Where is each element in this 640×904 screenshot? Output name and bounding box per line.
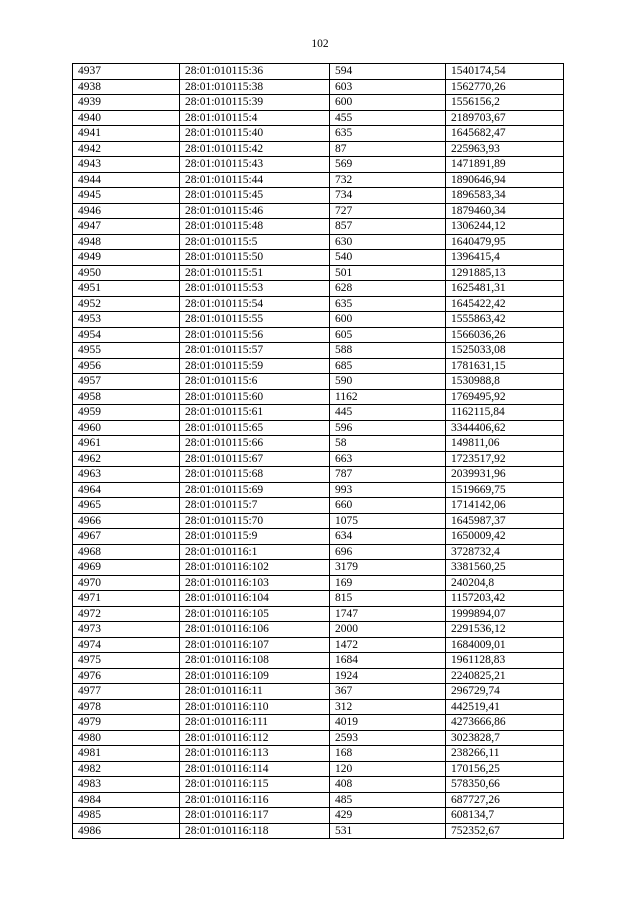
area-cell: 2000 — [330, 622, 446, 638]
table-row — [73, 606, 564, 622]
table-row — [73, 544, 564, 560]
row-index-cell: 4940 — [73, 110, 180, 126]
cadastral-number-cell: 28:01:010116:116 — [180, 792, 330, 808]
cadastral-number-cell: 28:01:010115:66 — [180, 436, 330, 452]
cadastral-value-cell: 1961128,83 — [446, 653, 564, 669]
cadastral-value-cell: 1650009,42 — [446, 529, 564, 545]
cadastral-number-cell: 28:01:010115:55 — [180, 312, 330, 328]
cadastral-number-cell: 28:01:010116:102 — [180, 560, 330, 576]
cadastral-number-cell: 28:01:010115:65 — [180, 420, 330, 436]
table-row — [73, 420, 564, 436]
table-row — [73, 653, 564, 669]
area-cell: 635 — [330, 126, 446, 142]
row-index-cell: 4955 — [73, 343, 180, 359]
table-row — [73, 234, 564, 250]
table-row — [73, 265, 564, 281]
row-index-cell: 4960 — [73, 420, 180, 436]
table-row — [73, 560, 564, 576]
area-cell: 168 — [330, 746, 446, 762]
cadastral-value-cell: 1540174,54 — [446, 64, 564, 80]
area-cell: 600 — [330, 95, 446, 111]
row-index-cell: 4964 — [73, 482, 180, 498]
row-index-cell: 4970 — [73, 575, 180, 591]
cadastral-number-cell: 28:01:010115:38 — [180, 79, 330, 95]
row-index-cell: 4946 — [73, 203, 180, 219]
area-cell: 3179 — [330, 560, 446, 576]
cadastral-number-cell: 28:01:010115:60 — [180, 389, 330, 405]
table-row — [73, 79, 564, 95]
area-cell: 727 — [330, 203, 446, 219]
table-row — [73, 482, 564, 498]
cadastral-value-cell: 1556156,2 — [446, 95, 564, 111]
cadastral-value-cell: 170156,25 — [446, 761, 564, 777]
cadastral-number-cell: 28:01:010116:1 — [180, 544, 330, 560]
table-row — [73, 405, 564, 421]
row-index-cell: 4975 — [73, 653, 180, 669]
table-row — [73, 281, 564, 297]
table-row — [73, 730, 564, 746]
table-row — [73, 498, 564, 514]
row-index-cell: 4985 — [73, 808, 180, 824]
cadastral-value-cell: 1530988,8 — [446, 374, 564, 390]
area-cell: 1075 — [330, 513, 446, 529]
row-index-cell: 4969 — [73, 560, 180, 576]
table-row — [73, 715, 564, 731]
area-cell: 590 — [330, 374, 446, 390]
cadastral-number-cell: 28:01:010116:109 — [180, 668, 330, 684]
area-cell: 600 — [330, 312, 446, 328]
cadastral-number-cell: 28:01:010115:42 — [180, 141, 330, 157]
cadastral-number-cell: 28:01:010116:103 — [180, 575, 330, 591]
area-cell: 603 — [330, 79, 446, 95]
cadastral-value-cell: 2189703,67 — [446, 110, 564, 126]
area-cell: 312 — [330, 699, 446, 715]
table-row — [73, 513, 564, 529]
area-cell: 120 — [330, 761, 446, 777]
table-row — [73, 172, 564, 188]
area-cell: 605 — [330, 327, 446, 343]
row-index-cell: 4967 — [73, 529, 180, 545]
cadastral-number-cell: 28:01:010116:107 — [180, 637, 330, 653]
table-row — [73, 312, 564, 328]
cadastral-value-cell: 1157203,42 — [446, 591, 564, 607]
cadastral-value-cell: 2240825,21 — [446, 668, 564, 684]
row-index-cell: 4954 — [73, 327, 180, 343]
cadastral-number-cell: 28:01:010115:9 — [180, 529, 330, 545]
row-index-cell: 4959 — [73, 405, 180, 421]
area-cell: 635 — [330, 296, 446, 312]
table-row — [73, 637, 564, 653]
cadastral-number-cell: 28:01:010116:113 — [180, 746, 330, 762]
area-cell: 531 — [330, 823, 446, 839]
table-row — [73, 358, 564, 374]
cadastral-value-cell: 3728732,4 — [446, 544, 564, 560]
cadastral-value-cell: 1645422,42 — [446, 296, 564, 312]
area-cell: 993 — [330, 482, 446, 498]
area-cell: 540 — [330, 250, 446, 266]
table-row — [73, 668, 564, 684]
area-cell: 445 — [330, 405, 446, 421]
cadastral-value-cell: 3344406,62 — [446, 420, 564, 436]
area-cell: 569 — [330, 157, 446, 173]
cadastral-number-cell: 28:01:010115:59 — [180, 358, 330, 374]
cadastral-number-cell: 28:01:010116:111 — [180, 715, 330, 731]
area-cell: 485 — [330, 792, 446, 808]
row-index-cell: 4984 — [73, 792, 180, 808]
cadastral-value-cell: 1890646,94 — [446, 172, 564, 188]
cadastral-value-cell: 1769495,92 — [446, 389, 564, 405]
table-row — [73, 436, 564, 452]
table-row — [73, 296, 564, 312]
cadastral-value-cell: 149811,06 — [446, 436, 564, 452]
cadastral-number-cell: 28:01:010116:117 — [180, 808, 330, 824]
area-cell: 628 — [330, 281, 446, 297]
cadastral-value-cell: 1723517,92 — [446, 451, 564, 467]
cadastral-value-cell: 1781631,15 — [446, 358, 564, 374]
area-cell: 594 — [330, 64, 446, 80]
cadastral-value-cell: 296729,74 — [446, 684, 564, 700]
area-cell: 596 — [330, 420, 446, 436]
cadastral-number-cell: 28:01:010115:7 — [180, 498, 330, 514]
table-row — [73, 64, 564, 80]
area-cell: 685 — [330, 358, 446, 374]
row-index-cell: 4956 — [73, 358, 180, 374]
row-index-cell: 4972 — [73, 606, 180, 622]
cadastral-number-cell: 28:01:010116:106 — [180, 622, 330, 638]
cadastral-value-cell: 1162115,84 — [446, 405, 564, 421]
cadastral-value-cell: 1714142,06 — [446, 498, 564, 514]
cadastral-value-cell: 1396415,4 — [446, 250, 564, 266]
row-index-cell: 4937 — [73, 64, 180, 80]
cadastral-number-cell: 28:01:010115:57 — [180, 343, 330, 359]
area-cell: 660 — [330, 498, 446, 514]
table-row — [73, 792, 564, 808]
area-cell: 87 — [330, 141, 446, 157]
row-index-cell: 4980 — [73, 730, 180, 746]
cadastral-table — [72, 63, 564, 839]
cadastral-number-cell: 28:01:010115:6 — [180, 374, 330, 390]
table-row — [73, 126, 564, 142]
area-cell: 1924 — [330, 668, 446, 684]
area-cell: 588 — [330, 343, 446, 359]
row-index-cell: 4948 — [73, 234, 180, 250]
cadastral-value-cell: 238266,11 — [446, 746, 564, 762]
area-cell: 4019 — [330, 715, 446, 731]
row-index-cell: 4979 — [73, 715, 180, 731]
cadastral-value-cell: 608134,7 — [446, 808, 564, 824]
area-cell: 732 — [330, 172, 446, 188]
area-cell: 367 — [330, 684, 446, 700]
row-index-cell: 4943 — [73, 157, 180, 173]
table-row — [73, 343, 564, 359]
table-row — [73, 761, 564, 777]
cadastral-number-cell: 28:01:010115:45 — [180, 188, 330, 204]
row-index-cell: 4978 — [73, 699, 180, 715]
cadastral-number-cell: 28:01:010116:118 — [180, 823, 330, 839]
row-index-cell: 4949 — [73, 250, 180, 266]
cadastral-value-cell: 1625481,31 — [446, 281, 564, 297]
row-index-cell: 4952 — [73, 296, 180, 312]
cadastral-number-cell: 28:01:010115:48 — [180, 219, 330, 235]
area-cell: 58 — [330, 436, 446, 452]
cadastral-value-cell: 442519,41 — [446, 699, 564, 715]
cadastral-value-cell: 1555863,42 — [446, 312, 564, 328]
cadastral-number-cell: 28:01:010115:43 — [180, 157, 330, 173]
row-index-cell: 4953 — [73, 312, 180, 328]
area-cell: 2593 — [330, 730, 446, 746]
cadastral-number-cell: 28:01:010116:104 — [180, 591, 330, 607]
row-index-cell: 4939 — [73, 95, 180, 111]
cadastral-value-cell: 1879460,34 — [446, 203, 564, 219]
table-row — [73, 591, 564, 607]
area-cell: 815 — [330, 591, 446, 607]
table-row — [73, 684, 564, 700]
cadastral-number-cell: 28:01:010115:44 — [180, 172, 330, 188]
row-index-cell: 4962 — [73, 451, 180, 467]
row-index-cell: 4968 — [73, 544, 180, 560]
table-row — [73, 529, 564, 545]
table-row — [73, 823, 564, 839]
area-cell: 630 — [330, 234, 446, 250]
table-row — [73, 699, 564, 715]
cadastral-number-cell: 28:01:010115:56 — [180, 327, 330, 343]
table-row — [73, 467, 564, 483]
table-row — [73, 389, 564, 405]
cadastral-value-cell: 1896583,34 — [446, 188, 564, 204]
area-cell: 1684 — [330, 653, 446, 669]
row-index-cell: 4965 — [73, 498, 180, 514]
cadastral-value-cell: 4273666,86 — [446, 715, 564, 731]
row-index-cell: 4983 — [73, 777, 180, 793]
area-cell: 734 — [330, 188, 446, 204]
cadastral-number-cell: 28:01:010115:39 — [180, 95, 330, 111]
table-row — [73, 575, 564, 591]
page-number: 102 — [311, 38, 329, 50]
area-cell: 1162 — [330, 389, 446, 405]
cadastral-value-cell: 1519669,75 — [446, 482, 564, 498]
row-index-cell: 4942 — [73, 141, 180, 157]
table-row — [73, 157, 564, 173]
row-index-cell: 4951 — [73, 281, 180, 297]
row-index-cell: 4982 — [73, 761, 180, 777]
area-cell: 663 — [330, 451, 446, 467]
cadastral-value-cell: 1306244,12 — [446, 219, 564, 235]
table-row — [73, 95, 564, 111]
row-index-cell: 4950 — [73, 265, 180, 281]
area-cell: 169 — [330, 575, 446, 591]
cadastral-number-cell: 28:01:010115:67 — [180, 451, 330, 467]
table-row — [73, 746, 564, 762]
cadastral-number-cell: 28:01:010116:11 — [180, 684, 330, 700]
cadastral-number-cell: 28:01:010116:110 — [180, 699, 330, 715]
area-cell: 1747 — [330, 606, 446, 622]
cadastral-number-cell: 28:01:010115:4 — [180, 110, 330, 126]
table-row — [73, 203, 564, 219]
cadastral-value-cell: 3023828,7 — [446, 730, 564, 746]
row-index-cell: 4963 — [73, 467, 180, 483]
area-cell: 429 — [330, 808, 446, 824]
table-body — [73, 64, 564, 839]
row-index-cell: 4973 — [73, 622, 180, 638]
row-index-cell: 4961 — [73, 436, 180, 452]
cadastral-value-cell: 2039931,96 — [446, 467, 564, 483]
cadastral-value-cell: 1566036,26 — [446, 327, 564, 343]
cadastral-value-cell: 1525033,08 — [446, 343, 564, 359]
cadastral-number-cell: 28:01:010116:112 — [180, 730, 330, 746]
area-cell: 455 — [330, 110, 446, 126]
row-index-cell: 4971 — [73, 591, 180, 607]
cadastral-value-cell: 1999894,07 — [446, 606, 564, 622]
area-cell: 787 — [330, 467, 446, 483]
table-row — [73, 777, 564, 793]
row-index-cell: 4958 — [73, 389, 180, 405]
row-index-cell: 4941 — [73, 126, 180, 142]
cadastral-value-cell: 1645987,37 — [446, 513, 564, 529]
row-index-cell: 4938 — [73, 79, 180, 95]
cadastral-number-cell: 28:01:010115:69 — [180, 482, 330, 498]
table-row — [73, 451, 564, 467]
area-cell: 501 — [330, 265, 446, 281]
table-row — [73, 622, 564, 638]
table-row — [73, 808, 564, 824]
cadastral-number-cell: 28:01:010115:51 — [180, 265, 330, 281]
row-index-cell: 4976 — [73, 668, 180, 684]
cadastral-number-cell: 28:01:010115:50 — [180, 250, 330, 266]
cadastral-number-cell: 28:01:010116:114 — [180, 761, 330, 777]
cadastral-value-cell: 687727,26 — [446, 792, 564, 808]
cadastral-number-cell: 28:01:010115:46 — [180, 203, 330, 219]
cadastral-value-cell: 3381560,25 — [446, 560, 564, 576]
cadastral-number-cell: 28:01:010116:108 — [180, 653, 330, 669]
cadastral-value-cell: 578350,66 — [446, 777, 564, 793]
row-index-cell: 4966 — [73, 513, 180, 529]
cadastral-value-cell: 1562770,26 — [446, 79, 564, 95]
cadastral-value-cell: 1640479,95 — [446, 234, 564, 250]
cadastral-value-cell: 1471891,89 — [446, 157, 564, 173]
row-index-cell: 4986 — [73, 823, 180, 839]
area-cell: 634 — [330, 529, 446, 545]
area-cell: 408 — [330, 777, 446, 793]
cadastral-number-cell: 28:01:010115:54 — [180, 296, 330, 312]
cadastral-number-cell: 28:01:010115:70 — [180, 513, 330, 529]
cadastral-number-cell: 28:01:010115:40 — [180, 126, 330, 142]
table-row — [73, 141, 564, 157]
row-index-cell: 4981 — [73, 746, 180, 762]
area-cell: 857 — [330, 219, 446, 235]
cadastral-value-cell: 240204,8 — [446, 575, 564, 591]
area-cell: 696 — [330, 544, 446, 560]
cadastral-number-cell: 28:01:010115:36 — [180, 64, 330, 80]
row-index-cell: 4974 — [73, 637, 180, 653]
cadastral-value-cell: 1684009,01 — [446, 637, 564, 653]
cadastral-value-cell: 752352,67 — [446, 823, 564, 839]
table-row — [73, 219, 564, 235]
cadastral-number-cell: 28:01:010115:53 — [180, 281, 330, 297]
cadastral-value-cell: 2291536,12 — [446, 622, 564, 638]
cadastral-value-cell: 1645682,47 — [446, 126, 564, 142]
row-index-cell: 4947 — [73, 219, 180, 235]
cadastral-number-cell: 28:01:010115:5 — [180, 234, 330, 250]
table-row — [73, 188, 564, 204]
table-row — [73, 327, 564, 343]
table-row — [73, 110, 564, 126]
cadastral-number-cell: 28:01:010116:105 — [180, 606, 330, 622]
cadastral-number-cell: 28:01:010116:115 — [180, 777, 330, 793]
row-index-cell: 4945 — [73, 188, 180, 204]
table-row — [73, 250, 564, 266]
cadastral-number-cell: 28:01:010115:61 — [180, 405, 330, 421]
row-index-cell: 4977 — [73, 684, 180, 700]
cadastral-value-cell: 225963,93 — [446, 141, 564, 157]
area-cell: 1472 — [330, 637, 446, 653]
cadastral-value-cell: 1291885,13 — [446, 265, 564, 281]
row-index-cell: 4944 — [73, 172, 180, 188]
table-row — [73, 374, 564, 390]
row-index-cell: 4957 — [73, 374, 180, 390]
cadastral-number-cell: 28:01:010115:68 — [180, 467, 330, 483]
